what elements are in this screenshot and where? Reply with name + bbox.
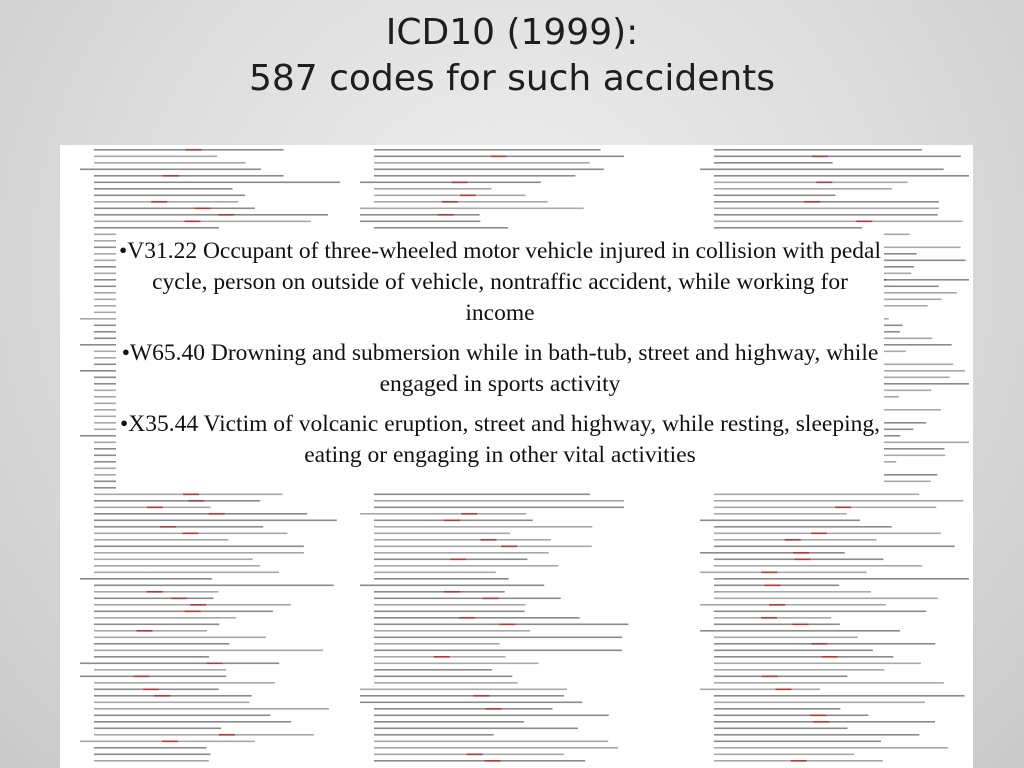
code-highlight-texture	[486, 708, 502, 710]
code-line-texture	[714, 221, 963, 223]
code-line-texture	[374, 539, 551, 541]
code-line-texture	[714, 188, 892, 190]
code-highlight-texture	[209, 513, 225, 515]
code-line-texture	[714, 591, 871, 593]
code-highlight-texture	[434, 656, 450, 658]
code-line-texture	[714, 656, 893, 658]
code-line-texture	[94, 195, 245, 197]
code-line-texture	[94, 513, 307, 515]
code-highlight-texture	[206, 663, 222, 665]
code-highlight-texture	[467, 754, 483, 756]
code-highlight-texture	[147, 591, 163, 593]
code-line-texture	[374, 598, 561, 600]
code-highlight-texture	[791, 760, 807, 762]
example-codes-callout	[116, 232, 884, 492]
code-line-texture	[714, 156, 961, 158]
code-highlight-texture	[143, 689, 159, 691]
code-line-texture	[374, 715, 609, 717]
code-line-texture	[374, 747, 618, 749]
code-line-texture	[714, 754, 854, 756]
code-line-texture	[360, 221, 480, 223]
code-line-texture	[714, 682, 944, 684]
code-highlight-texture	[154, 695, 170, 697]
code-line-texture	[700, 572, 867, 574]
code-highlight-texture	[813, 721, 829, 723]
code-line-texture	[374, 760, 585, 762]
code-line-texture	[374, 188, 492, 190]
code-line-texture	[94, 539, 228, 541]
code-highlight-texture	[804, 201, 820, 203]
code-highlight-texture	[461, 513, 477, 515]
code-line-texture	[700, 689, 820, 691]
code-line-texture	[94, 643, 229, 645]
code-line-texture	[700, 604, 886, 606]
code-line-texture	[94, 572, 279, 574]
code-line-texture	[714, 695, 965, 697]
code-line-texture	[94, 650, 323, 652]
code-highlight-texture	[459, 617, 475, 619]
code-line-texture	[94, 526, 263, 528]
code-line-texture	[94, 715, 270, 717]
code-line-texture	[714, 728, 847, 730]
code-highlight-texture	[184, 221, 200, 223]
code-highlight-texture	[186, 149, 202, 151]
code-line-texture	[374, 572, 496, 574]
code-highlight-texture	[442, 201, 458, 203]
code-highlight-texture	[835, 507, 851, 509]
code-line-texture	[714, 578, 969, 580]
code-line-texture	[714, 734, 919, 736]
code-highlight-texture	[762, 676, 778, 678]
code-line-texture	[714, 747, 948, 749]
code-highlight-texture	[810, 715, 826, 717]
code-line-texture	[714, 708, 840, 710]
code-line-texture	[374, 201, 548, 203]
bullet-w65-40: •W65.40 Drowning and submersion while in bath-tub, street and highway, while engaged in sports activity	[121, 340, 879, 397]
code-line-texture	[374, 630, 530, 632]
code-line-texture	[714, 715, 868, 717]
code-line-texture	[94, 747, 207, 749]
code-highlight-texture	[816, 182, 832, 184]
code-line-texture	[714, 598, 938, 600]
code-line-texture	[374, 734, 494, 736]
code-line-texture	[94, 565, 260, 567]
code-line-texture	[714, 702, 925, 704]
code-line-texture	[714, 533, 941, 535]
code-highlight-texture	[195, 208, 211, 210]
slide-title	[0, 10, 1024, 102]
code-line-texture	[360, 689, 567, 691]
code-line-texture	[714, 669, 884, 671]
code-line-texture	[374, 149, 601, 151]
code-line-texture	[714, 624, 840, 626]
code-line-texture	[374, 591, 505, 593]
code-highlight-texture	[761, 572, 777, 574]
code-highlight-texture	[450, 559, 466, 561]
code-line-texture	[700, 520, 860, 522]
code-line-texture	[714, 500, 963, 502]
code-line-texture	[94, 708, 329, 710]
code-line-texture	[714, 182, 908, 184]
code-highlight-texture	[482, 598, 498, 600]
code-line-texture	[94, 721, 291, 723]
code-line-texture	[374, 195, 525, 197]
code-line-texture	[374, 728, 578, 730]
code-line-texture	[714, 195, 835, 197]
code-line-texture	[94, 624, 219, 626]
code-line-texture	[374, 546, 592, 548]
code-highlight-texture	[182, 533, 198, 535]
code-line-texture	[94, 214, 328, 216]
code-line-texture	[700, 630, 900, 632]
code-line-texture	[374, 494, 590, 496]
code-line-texture	[94, 208, 255, 210]
code-line-texture	[374, 169, 604, 171]
code-line-texture	[94, 702, 249, 704]
code-highlight-texture	[761, 617, 777, 619]
code-highlight-texture	[785, 539, 801, 541]
code-line-texture	[360, 695, 564, 697]
code-line-texture	[714, 201, 939, 203]
code-line-texture	[94, 188, 233, 190]
code-line-texture	[94, 546, 304, 548]
code-highlight-texture	[160, 526, 176, 528]
code-line-texture	[360, 182, 541, 184]
code-line-texture	[94, 734, 314, 736]
code-highlight-texture	[485, 760, 501, 762]
code-line-texture	[94, 611, 273, 613]
code-line-texture	[714, 741, 881, 743]
code-line-texture	[94, 728, 221, 730]
code-line-texture	[94, 221, 311, 223]
code-highlight-texture	[811, 533, 827, 535]
code-line-texture	[94, 585, 334, 587]
code-line-texture	[714, 663, 921, 665]
code-highlight-texture	[147, 507, 163, 509]
code-highlight-texture	[183, 494, 199, 496]
code-highlight-texture	[775, 689, 791, 691]
code-highlight-texture	[151, 201, 167, 203]
code-line-texture	[94, 617, 236, 619]
code-highlight-texture	[792, 624, 808, 626]
code-line-texture	[714, 507, 936, 509]
code-line-texture	[94, 162, 246, 164]
code-line-texture	[94, 500, 260, 502]
code-line-texture	[700, 552, 845, 554]
code-line-texture	[714, 227, 862, 229]
title-line-1: ICD10 (1999):	[385, 12, 639, 53]
code-line-texture	[374, 682, 518, 684]
code-highlight-texture	[218, 214, 234, 216]
code-line-texture	[374, 741, 608, 743]
code-line-texture	[80, 169, 261, 171]
code-line-texture	[94, 559, 253, 561]
code-highlight-texture	[188, 500, 204, 502]
code-line-texture	[94, 552, 304, 554]
code-line-texture	[714, 565, 922, 567]
code-line-texture	[374, 643, 500, 645]
code-line-texture	[714, 214, 938, 216]
code-line-texture	[714, 546, 955, 548]
code-line-texture	[94, 637, 266, 639]
code-line-texture	[94, 682, 275, 684]
code-highlight-texture	[444, 591, 460, 593]
code-line-texture	[714, 526, 892, 528]
code-line-texture	[374, 663, 538, 665]
code-line-texture	[714, 208, 939, 210]
code-line-texture	[94, 520, 337, 522]
code-line-texture	[374, 565, 558, 567]
code-highlight-texture	[137, 630, 153, 632]
code-highlight-texture	[822, 656, 838, 658]
code-highlight-texture	[811, 643, 827, 645]
code-highlight-texture	[171, 598, 187, 600]
bullet-v31-22: •V31.22 Occupant of three-wheeled motor vehicle injured in collision with pedal cycle, person on outside of vehicle, nontraffic accident, while working for income	[119, 238, 881, 326]
code-line-texture	[374, 669, 492, 671]
code-highlight-texture	[134, 676, 150, 678]
code-line-texture	[374, 611, 525, 613]
code-line-texture	[374, 637, 622, 639]
code-highlight-texture	[765, 585, 781, 587]
code-line-texture	[714, 676, 847, 678]
code-highlight-texture	[438, 214, 454, 216]
code-line-texture	[374, 162, 590, 164]
code-line-texture	[360, 513, 526, 515]
code-highlight-texture	[769, 604, 785, 606]
code-line-texture	[94, 695, 252, 697]
code-line-texture	[94, 175, 284, 177]
code-line-texture	[374, 500, 624, 502]
code-highlight-texture	[185, 611, 201, 613]
code-line-texture	[94, 760, 209, 762]
code-line-texture	[94, 156, 217, 158]
code-line-texture	[374, 650, 622, 652]
code-line-texture	[374, 533, 510, 535]
code-line-texture	[374, 578, 509, 580]
code-highlight-texture	[219, 734, 235, 736]
code-highlight-texture	[163, 175, 179, 177]
code-line-texture	[360, 585, 544, 587]
code-line-texture	[94, 754, 210, 756]
code-line-texture	[360, 214, 480, 216]
code-line-texture	[714, 149, 922, 151]
code-highlight-texture	[452, 182, 468, 184]
code-highlight-texture	[460, 195, 476, 197]
code-highlight-texture	[793, 552, 809, 554]
title-line-2: 587 codes for such accidents	[248, 58, 776, 99]
code-line-texture	[80, 663, 279, 665]
code-highlight-texture	[480, 539, 496, 541]
code-line-texture	[80, 578, 212, 580]
code-line-texture	[94, 182, 340, 184]
code-highlight-texture	[856, 221, 872, 223]
code-line-texture	[80, 676, 226, 678]
code-line-texture	[374, 526, 592, 528]
code-line-texture	[360, 208, 584, 210]
bullet-x35-44: •X35.44 Victim of volcanic eruption, street and highway, while resting, sleeping, eating or engaging in other vital activities	[120, 411, 880, 468]
code-line-texture	[374, 708, 552, 710]
code-highlight-texture	[190, 604, 206, 606]
code-line-texture	[714, 162, 833, 164]
code-line-texture	[714, 494, 919, 496]
code-line-texture	[374, 617, 580, 619]
code-highlight-texture	[501, 546, 517, 548]
code-line-texture	[714, 650, 873, 652]
code-line-texture	[374, 676, 512, 678]
code-highlight-texture	[474, 695, 490, 697]
code-highlight-texture	[444, 520, 460, 522]
code-line-texture	[714, 611, 926, 613]
code-line-texture	[94, 669, 226, 671]
code-highlight-texture	[162, 741, 178, 743]
code-line-texture	[374, 721, 524, 723]
code-line-texture	[374, 604, 525, 606]
code-line-texture	[94, 227, 219, 229]
code-line-texture	[94, 598, 214, 600]
code-line-texture	[700, 169, 944, 171]
code-highlight-texture	[499, 624, 515, 626]
code-highlight-texture	[795, 559, 811, 561]
code-line-texture	[374, 227, 508, 229]
code-highlight-texture	[491, 156, 507, 158]
code-line-texture	[714, 637, 858, 639]
code-line-texture	[374, 507, 624, 509]
code-line-texture	[374, 175, 575, 177]
code-line-texture	[94, 656, 209, 658]
code-line-texture	[360, 702, 582, 704]
code-line-texture	[374, 552, 549, 554]
code-line-texture	[714, 513, 847, 515]
code-line-texture	[714, 175, 969, 177]
code-highlight-texture	[812, 156, 828, 158]
